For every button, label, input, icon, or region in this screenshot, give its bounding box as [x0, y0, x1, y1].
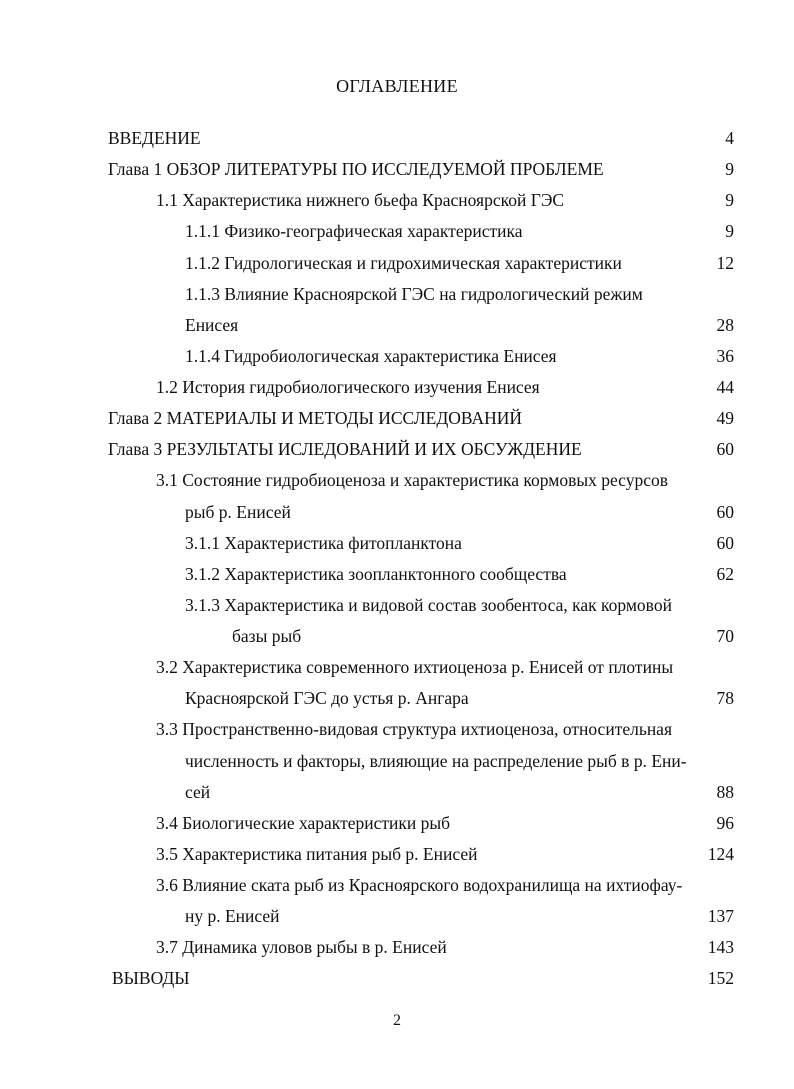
page-number: 2: [393, 1012, 401, 1029]
toc-page-number: 124: [707, 844, 734, 864]
toc-entry-1-1[interactable]: 1.1 Характеристика нижнего бьефа Красноярской ГЭС: [156, 190, 565, 210]
toc-entry-1-1-4[interactable]: 1.1.4 Гидробиологическая характеристика Енисея: [185, 346, 557, 366]
page-title: ОГЛАВЛЕНИЕ: [336, 76, 458, 96]
toc-page-number: 4: [725, 128, 734, 148]
toc-entry-chapter-2[interactable]: Глава 2 МАТЕРИАЛЫ И МЕТОДЫ ИССЛЕДОВАНИЙ: [108, 408, 523, 428]
toc-page-number: 70: [716, 626, 734, 646]
toc-entry-3-1-3-continued[interactable]: базы рыб: [232, 626, 302, 646]
toc-entry-3-1-1[interactable]: 3.1.1 Характеристика фитопланктона: [185, 533, 462, 553]
toc-page-number: 12: [716, 253, 734, 273]
toc-entry-3-1-2[interactable]: 3.1.2 Характеристика зоопланктонного сообщества: [185, 564, 567, 584]
toc-page-number: 78: [716, 688, 734, 708]
toc-entry-1-1-3[interactable]: 1.1.3 Влияние Красноярской ГЭС на гидрологический режим: [185, 284, 643, 304]
toc-page-number: 9: [725, 221, 734, 241]
toc-entry-3-7[interactable]: 3.7 Динамика уловов рыбы в р. Енисей: [156, 937, 447, 957]
toc-page-number: 49: [716, 408, 734, 428]
toc-page-number: 9: [725, 190, 734, 210]
toc-page-number: 152: [707, 968, 734, 988]
toc-entry-chapter-1[interactable]: Глава 1 ОБЗОР ЛИТЕРАТУРЫ ПО ИССЛЕДУЕМОЙ ПРОБЛЕМЕ: [108, 159, 604, 179]
toc-entry-3-3[interactable]: 3.3 Пространственно-видовая структура ихтиоценоза, относительная: [156, 719, 673, 739]
toc-page-number: 96: [716, 813, 734, 833]
toc-page-number: 28: [716, 315, 734, 335]
toc-entry-1-1-2[interactable]: 1.1.2 Гидрологическая и гидрохимическая характеристики: [185, 253, 622, 273]
toc-page-number: 60: [716, 502, 734, 522]
toc-entry-3-1-3[interactable]: 3.1.3 Характеристика и видовой состав зообентоса, как кормовой: [185, 595, 672, 615]
toc-entry-3-1[interactable]: 3.1 Состояние гидробиоценоза и характеристика кормовых ресурсов: [156, 470, 668, 490]
toc-entry-conclusions[interactable]: ВЫВОДЫ: [112, 968, 190, 988]
toc-entry-3-4[interactable]: 3.4 Биологические характеристики рыб: [156, 813, 451, 833]
toc-entry-3-3-continued-2[interactable]: сей: [185, 782, 211, 802]
toc-page-number: 137: [707, 906, 734, 926]
toc-entry-introduction[interactable]: ВВЕДЕНИЕ: [108, 128, 201, 148]
toc-entry-chapter-3[interactable]: Глава 3 РЕЗУЛЬТАТЫ ИСЛЕДОВАНИЙ И ИХ ОБСУЖДЕНИЕ: [108, 439, 582, 459]
toc-page-number: 60: [716, 533, 734, 553]
toc-entry-3-2[interactable]: 3.2 Характеристика современного ихтиоценоза р. Енисей от плотины: [156, 657, 674, 677]
toc-entry-3-2-continued[interactable]: Красноярской ГЭС до устья р. Ангара: [185, 688, 469, 708]
toc-entry-3-6[interactable]: 3.6 Влияние ската рыб из Красноярского водохранилища на ихтиофау-: [156, 875, 683, 895]
toc-page-number: 44: [716, 377, 734, 397]
toc-page-number: 62: [716, 564, 734, 584]
toc-page-number: 143: [707, 937, 734, 957]
toc-entry-3-5[interactable]: 3.5 Характеристика питания рыб р. Енисей: [156, 844, 478, 864]
toc-entry-3-6-continued[interactable]: ну р. Енисей: [185, 906, 280, 926]
toc-entry-3-1-continued[interactable]: рыб р. Енисей: [185, 502, 291, 522]
toc-entry-1-1-3-continued[interactable]: Енисея: [185, 315, 239, 335]
toc-page-number: 60: [716, 439, 734, 459]
toc-entry-3-3-continued[interactable]: численность и факторы, влияющие на распределение рыб в р. Ени-: [185, 751, 687, 771]
toc-entry-1-1-1[interactable]: 1.1.1 Физико-географическая характеристика: [185, 221, 523, 241]
toc-page-number: 9: [725, 159, 734, 179]
toc-page-number: 36: [716, 346, 734, 366]
toc-page-number: 88: [716, 782, 734, 802]
toc-entry-1-2[interactable]: 1.2 История гидробиологического изучения Енисея: [156, 377, 540, 397]
